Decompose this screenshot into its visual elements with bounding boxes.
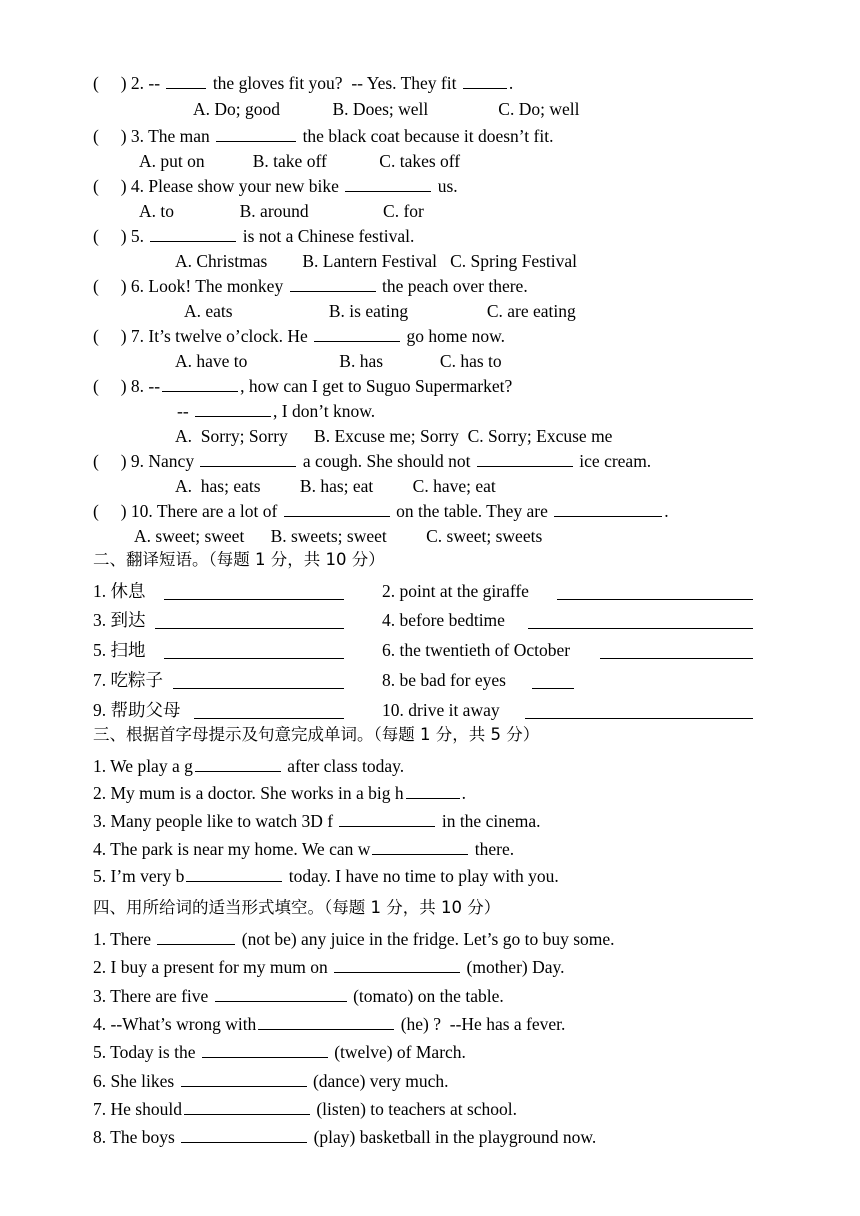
question-4-options: A. to B. around C. for — [139, 201, 424, 221]
answer-blank[interactable] — [525, 702, 753, 719]
question-3: ( ) 3. The man the black coat because it doesn’t fit. — [93, 126, 554, 146]
answer-blank[interactable] — [532, 672, 574, 689]
fill-item: 2. My mum is a doctor. She works in a big h . — [93, 783, 466, 803]
answer-blank[interactable] — [339, 810, 435, 827]
question-9: ( ) 9. Nancy a cough. She should not ice cream. — [93, 451, 652, 471]
fill-item: 8. The boys (play) basketball in the playground now. — [93, 1127, 597, 1147]
answer-blank[interactable] — [186, 865, 282, 882]
answer-blank[interactable] — [155, 612, 344, 629]
answer-blank[interactable] — [164, 583, 344, 600]
fill-item: 2. I buy a present for my mum on (mother) Day. — [93, 957, 565, 977]
question-3-options: A. put on B. take off C. takes off — [139, 151, 461, 171]
translation-item: 2. point at the giraffe — [382, 581, 529, 601]
translation-item: 1. 休息 — [93, 581, 146, 601]
answer-blank[interactable] — [181, 1126, 307, 1143]
answer-blank[interactable] — [463, 72, 507, 89]
fill-item: 5. I’m very b today. I have no time to play with you. — [93, 866, 559, 886]
answer-blank[interactable] — [200, 450, 296, 467]
translation-item: 7. 吃粽子 — [93, 670, 163, 690]
answer-blank[interactable] — [557, 583, 753, 600]
answer-blank[interactable] — [477, 450, 573, 467]
question-4: ( ) 4. Please show your new bike us. — [93, 176, 458, 196]
translation-item: 10. drive it away — [382, 700, 500, 720]
question-2: ( ) 2. -- the gloves fit you? -- Yes. They fit . — [93, 73, 514, 93]
answer-blank[interactable] — [164, 642, 344, 659]
translation-item: 9. 帮助父母 — [93, 700, 181, 720]
fill-item: 1. We play a g after class today. — [93, 756, 405, 776]
answer-blank[interactable] — [162, 375, 238, 392]
answer-blank[interactable] — [202, 1041, 328, 1058]
answer-blank[interactable] — [195, 755, 281, 772]
section-4-title: 四、用所给词的适当形式填空。（每题 1 分，共 10 分） — [93, 898, 501, 917]
answer-blank[interactable] — [194, 702, 344, 719]
translation-item: 6. the twentieth of October — [382, 640, 571, 660]
question-10-options: A. sweet; sweet B. sweets; sweet C. sweet; sweets — [134, 526, 543, 546]
answer-blank[interactable] — [215, 985, 347, 1002]
translation-item: 8. be bad for eyes — [382, 670, 506, 690]
translation-item: 5. 扫地 — [93, 640, 146, 660]
section-3-title: 三、根据首字母提示及句意完成单词。（每题 1 分，共 5 分） — [93, 725, 540, 744]
answer-blank[interactable] — [166, 72, 206, 89]
question-7-options: A. have to B. has C. has to — [175, 351, 502, 371]
question-7: ( ) 7. It’s twelve o’clock. He go home now. — [93, 326, 506, 346]
answer-blank[interactable] — [600, 642, 753, 659]
answer-blank[interactable] — [554, 500, 662, 517]
fill-item: 3. There are five (tomato) on the table. — [93, 986, 504, 1006]
question-5-options: A. Christmas B. Lantern Festival C. Spring Festival — [175, 251, 577, 271]
answer-blank[interactable] — [258, 1013, 394, 1030]
question-8-reply: -- , I don’t know. — [177, 401, 376, 421]
answer-blank[interactable] — [216, 125, 296, 142]
answer-blank[interactable] — [150, 225, 236, 242]
fill-item: 5. Today is the (twelve) of March. — [93, 1042, 466, 1062]
fill-item: 3. Many people like to watch 3D f in the cinema. — [93, 811, 541, 831]
question-6: ( ) 6. Look! The monkey the peach over there. — [93, 276, 528, 296]
answer-blank[interactable] — [334, 956, 460, 973]
answer-blank[interactable] — [290, 275, 376, 292]
answer-blank[interactable] — [345, 175, 431, 192]
answer-blank[interactable] — [195, 400, 271, 417]
question-6-options: A. eats B. is eating C. are eating — [184, 301, 576, 321]
section-2-title: 二、翻译短语。（每题 1 分，共 10 分） — [93, 550, 385, 569]
question-8: ( ) 8. -- , how can I get to Suguo Supermarket? — [93, 376, 513, 396]
answer-blank[interactable] — [284, 500, 390, 517]
answer-blank[interactable] — [314, 325, 400, 342]
fill-item: 6. She likes (dance) very much. — [93, 1071, 449, 1091]
answer-blank[interactable] — [181, 1070, 307, 1087]
answer-blank[interactable] — [528, 612, 753, 629]
answer-blank[interactable] — [184, 1098, 310, 1115]
answer-blank[interactable] — [173, 672, 344, 689]
translation-item: 3. 到达 — [93, 610, 146, 630]
fill-item: 4. The park is near my home. We can w there. — [93, 839, 515, 859]
answer-blank[interactable] — [372, 838, 468, 855]
fill-item: 7. He should (listen) to teachers at school. — [93, 1099, 518, 1119]
answer-blank[interactable] — [157, 928, 235, 945]
fill-item: 1. There (not be) any juice in the fridge. Let’s go to buy some. — [93, 929, 615, 949]
question-9-options: A. has; eats B. has; eat C. have; eat — [175, 476, 496, 496]
fill-item: 4. --What’s wrong with (he) ? --He has a fever. — [93, 1014, 566, 1034]
translation-item: 4. before bedtime — [382, 610, 505, 630]
question-5: ( ) 5. is not a Chinese festival. — [93, 226, 415, 246]
question-8-options: A. Sorry; Sorry B. Excuse me; Sorry C. Sorry; Excuse me — [175, 426, 613, 446]
question-2-options: A. Do; good B. Does; well C. Do; well — [193, 99, 580, 119]
question-10: ( ) 10. There are a lot of on the table. They are . — [93, 501, 669, 521]
answer-blank[interactable] — [406, 782, 460, 799]
